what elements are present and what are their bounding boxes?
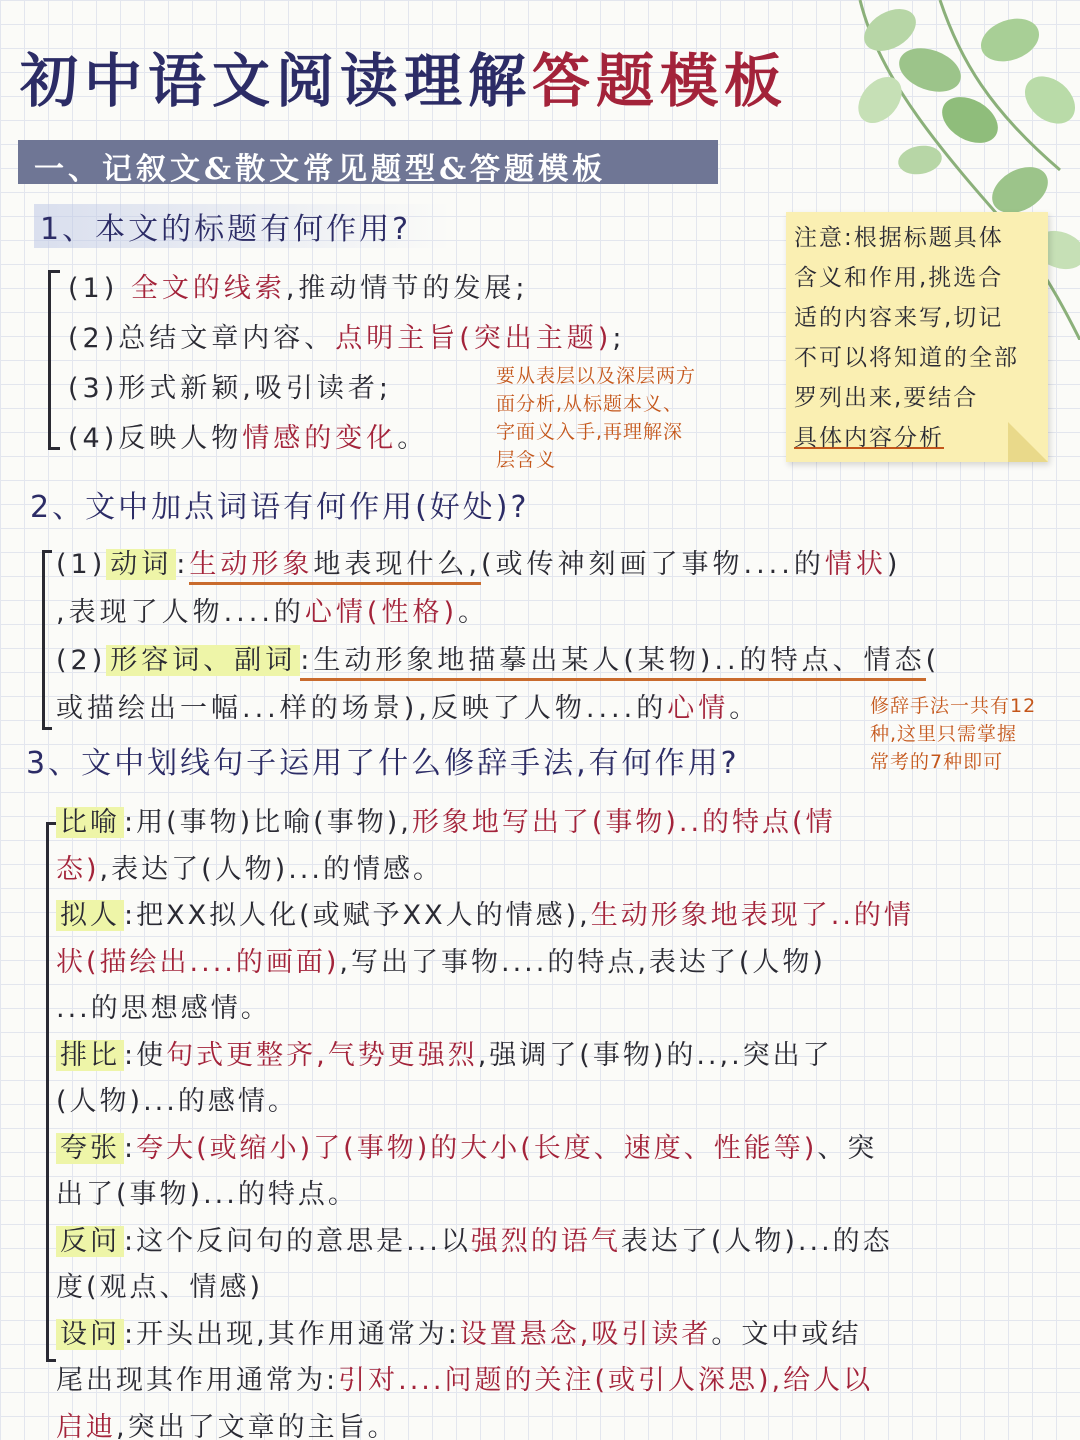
q1-item-1: (1) 全文的线索,推动情节的发展; (68, 273, 529, 304)
rhetoric-1-line-2: ...的思想感情。 (56, 993, 271, 1024)
q1-bracket (48, 270, 60, 450)
rhetoric-0-line-1: 态),表达了(人物)...的情感。 (56, 853, 443, 885)
page-title: 初中语文阅读理解答题模板 (20, 47, 789, 115)
question-3-heading: 3、文中划线句子运用了什么修辞手法,有何作用? (26, 746, 740, 781)
question-1-heading: 1、本文的标题有何作用? (34, 204, 451, 248)
q2-line-1: (1) 动词 :生动形象地表现什么,(或传神刻画了事物....的情状) (56, 542, 901, 581)
rhetoric-label: 拟人 (56, 900, 124, 931)
rhetoric-5-line-1: 尾出现其作用通常为:引对....问题的关注(或引人深思),给人以 (56, 1365, 874, 1396)
rhetoric-0-line-0: 比喻 :用(事物)比喻(事物),形象地写出了(事物)..的特点(情 (56, 800, 836, 839)
rhetoric-4-line-0: 反问 :这个反问句的意思是...以强烈的语气表达了(人物)...的态 (56, 1219, 893, 1258)
rhetoric-5-line-2: 启迪,突出了文章的主旨。 (56, 1411, 398, 1440)
q1-item-2: (2)总结文章内容、点明主旨(突出主题); (68, 323, 626, 354)
q3-bracket (46, 822, 56, 1362)
q2-line-4: 或描绘出一幅...样的场景),反映了人物....的心情。 (56, 693, 761, 724)
q1-item-3: (3)形式新颖,吸引读者; (68, 373, 392, 404)
q1-item-4: (4)反映人物情感的变化。 (68, 423, 429, 454)
rhetoric-label: 比喻 (56, 807, 124, 838)
q2-line-3: (2) 形容词、副词 :生动形象地描摹出某人(某物)..的特点、情态( (56, 638, 940, 677)
question-2-heading: 2、文中加点词语有何作用(好处)? (30, 490, 530, 525)
q2-tip: 修辞手法一共有12 种,这里只需掌握 常考的7种即可 (870, 695, 1037, 773)
q1-tip: 要从表层以及深层两方 面分析,从标题本义、 字面义入手,再理解深 层含义 (496, 365, 697, 471)
rhetoric-5-line-0: 设问 :开头出现,其作用通常为:设置悬念,吸引读者。文中或结 (56, 1312, 861, 1351)
q2-line-2: ,表现了人物....的心情(性格)。 (56, 597, 489, 628)
rhetoric-label: 反问 (56, 1226, 124, 1257)
rhetoric-2-line-1: (人物)...的感情。 (56, 1086, 298, 1117)
q2-bracket (42, 550, 52, 730)
rhetoric-3-line-1: 出了(事物)...的特点。 (56, 1179, 358, 1210)
rhetoric-3-line-0: 夸张 :夸大(或缩小)了(事物)的大小(长度、速度、性能等)、突 (56, 1126, 877, 1165)
rhetoric-1-line-1: 状(描绘出....的画面),写出了事物....的特点,表达了(人物) (56, 946, 826, 978)
rhetoric-label: 夸张 (56, 1133, 124, 1164)
rhetoric-4-line-1: 度(观点、情感) (56, 1272, 264, 1303)
rhetoric-1-line-0: 拟人 :把XX拟人化(或赋予XX人的情感),生动形象地表现了..的情 (56, 893, 914, 932)
sticky-note: 注意:根据标题具体 含义和作用,挑选合 适的内容来写,切记 不可以将知道的全部 罗列出来,要结合 具体内容分析 (786, 212, 1048, 462)
rhetoric-label: 设问 (56, 1319, 124, 1350)
rhetoric-2-line-0: 排比 :使句式更整齐,气势更强烈,强调了(事物)的..,.突出了 (56, 1033, 833, 1072)
rhetoric-label: 排比 (56, 1040, 124, 1071)
section-heading-narrative: 一、记叙文&散文常见题型&答题模板 (18, 140, 718, 184)
